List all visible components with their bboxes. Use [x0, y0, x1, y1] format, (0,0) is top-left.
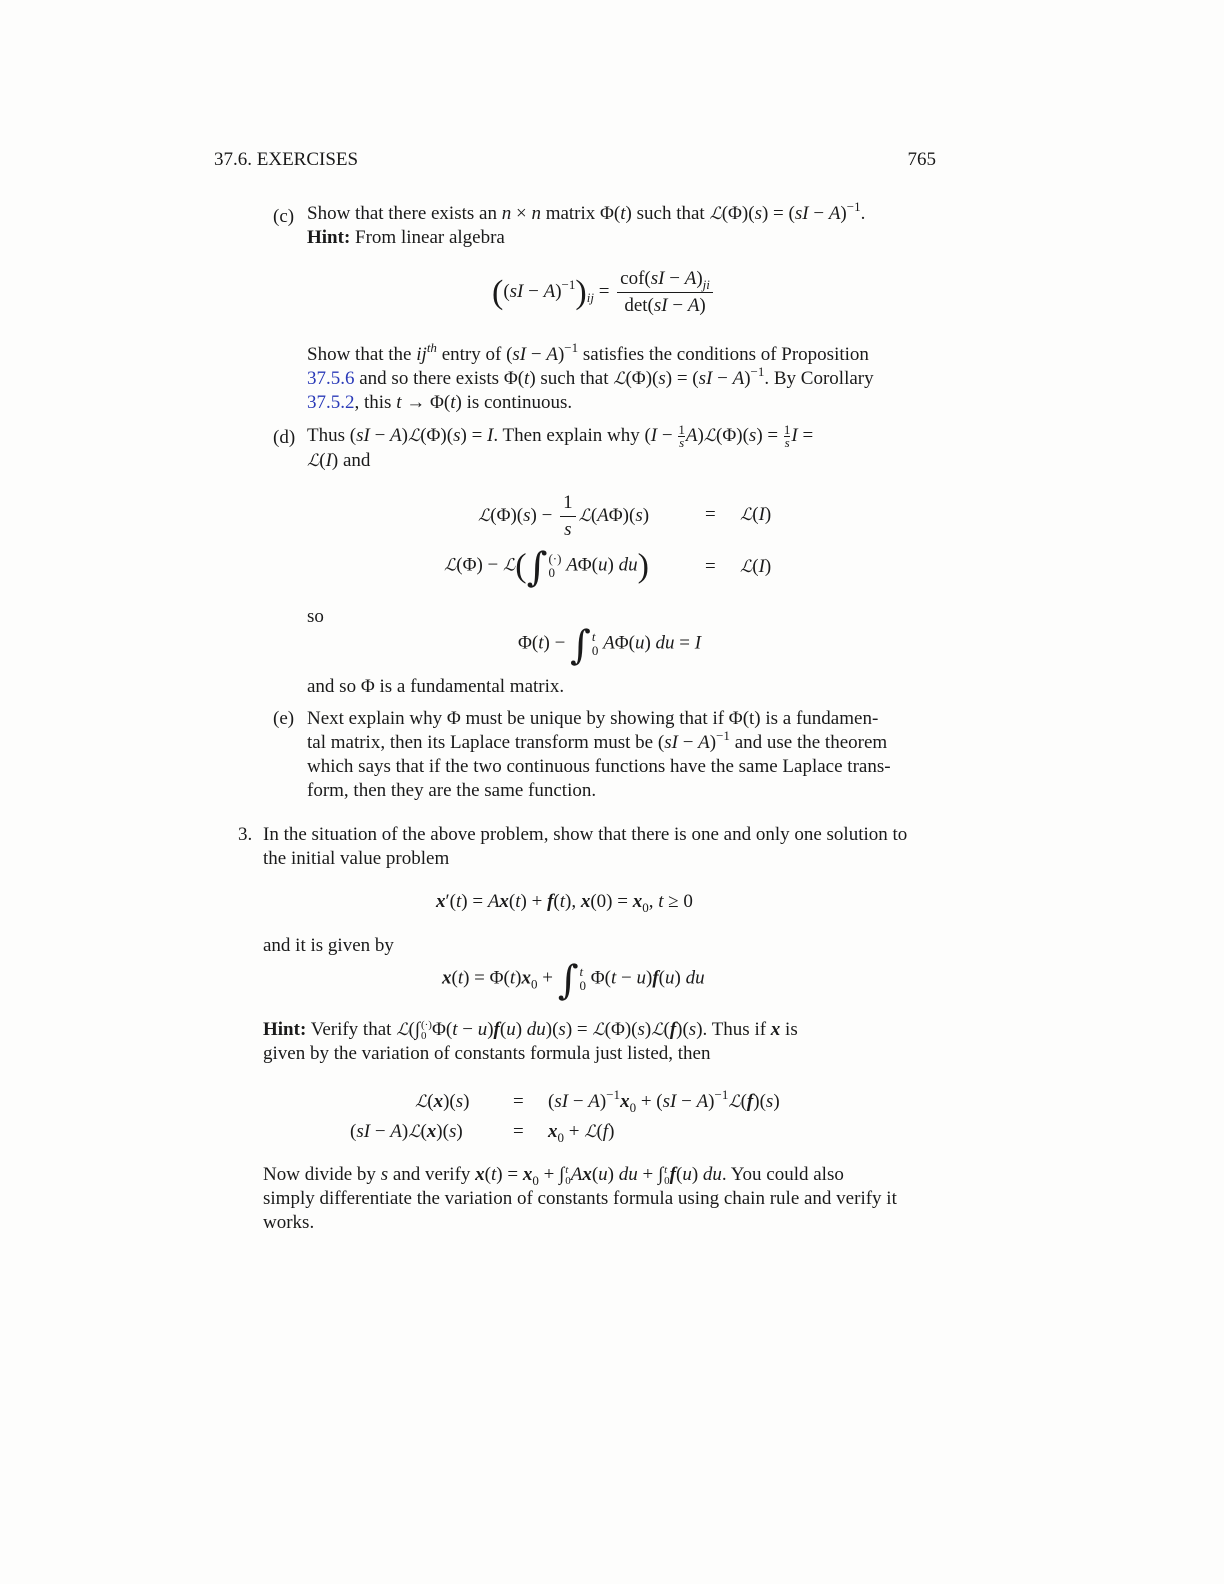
- problem-3-label: 3.: [238, 824, 253, 845]
- item-d-conclusion: [307, 675, 927, 699]
- text: . Then explain why: [493, 425, 640, 446]
- problem-3-intro: [263, 823, 927, 871]
- text: Thus: [307, 425, 345, 446]
- align-row-2-lhs: ℒ(Φ) − ℒ(∫ (·) 0 AΦ(u) du): [444, 544, 649, 591]
- item-e-text: Next explain why Φ must be unique by showing that if Φ(t) is a fundamen- tal matrix, then its Laplace transform must be (sI − A)$^{-1}$ and use the theorem which says that if the two continuous functions have the same Laplace trans- form, then they are the same function.: [307, 707, 927, 803]
- laplace-row-2-lhs: (sI − A)ℒ(x)(s): [350, 1121, 463, 1142]
- text: . By Corollary: [764, 368, 874, 389]
- proposition-link[interactable]: 37.5.6: [307, 368, 355, 389]
- text: From linear algebra: [355, 227, 505, 248]
- text: and so there exists: [359, 368, 500, 389]
- text: the initial value problem: [263, 848, 450, 869]
- text: tal matrix, then its Laplace transform must be: [307, 732, 654, 753]
- cofactor-equation: $((sI - A)^{-1})_{ij}$ = $\frac{cof(sI - A)_{ji}}{\det(sI - A)}$: [492, 266, 716, 319]
- item-d-intro: Thus (sI − A)ℒ(Φ)(s) = I. Then explain why (I − $\frac{1}{s}$ A)ℒ(Φ)(s) = $\frac{1}{s}$ I = ℒ(I) and: [307, 422, 814, 472]
- running-header: [214, 148, 936, 174]
- text: such that: [636, 203, 705, 224]
- hint-label: Hint:: [263, 1019, 307, 1040]
- text: and so Φ is a fundamental matrix.: [307, 676, 565, 697]
- text: such that: [540, 368, 609, 389]
- laplace-row-1-lhs: ℒ(x)(s): [415, 1091, 470, 1112]
- given-by-text: and it is given by: [263, 935, 394, 956]
- text: satisfies the conditions of Proposition: [582, 344, 869, 365]
- text: Show that the: [307, 344, 412, 365]
- corollary-link[interactable]: 37.5.2: [307, 392, 355, 413]
- text: matrix: [545, 203, 596, 224]
- text: and verify: [392, 1164, 471, 1185]
- item-c-intro: Show that there exists an n × n matrix Φ(t) such that ℒ(Φ)(s) = (sI − A)$^{-1}$. Hint: From linear algebra: [307, 199, 866, 248]
- text: form, then they are the same function.: [307, 780, 597, 801]
- align-row-1-rhs: ℒ(I): [740, 504, 772, 525]
- text: , this: [354, 392, 392, 413]
- text: Verify that: [310, 1019, 392, 1040]
- text: and use the theorem: [734, 732, 888, 753]
- item-c-label: (c): [273, 206, 295, 227]
- text: Now divide by: [263, 1164, 376, 1185]
- text: Show that there exists an: [307, 203, 497, 224]
- page-number: 765: [907, 149, 936, 170]
- problem-3-hint: Hint: Verify that ℒ(∫ (·) 0 Φ(t − u)f(u) du)(s) = ℒ(Φ)(s)ℒ(f)(s). Thus if x is given by the variation of constants formula just listed, then: [263, 1018, 927, 1066]
- align-row-1-eq: =: [705, 504, 716, 525]
- text: and: [342, 450, 371, 472]
- text: which says that if the two continuous functions have the same Laplace trans-: [307, 756, 891, 777]
- item-d-label: (d): [273, 427, 296, 448]
- text: simply differentiate the variation of constants formula using chain rule and verify it: [263, 1188, 897, 1209]
- align-row-2-rhs: ℒ(I): [740, 556, 772, 577]
- text: given by the variation of constants formula just listed, then: [263, 1043, 711, 1064]
- align-row-2-eq: =: [705, 556, 716, 577]
- phi-integral-equation: Φ(t) − ∫ t 0 AΦ(u) du = I: [518, 622, 702, 669]
- text: entry of: [441, 344, 502, 365]
- variation-of-constants-formula: $x(t) = \Phi(t)x_0$ + ∫ t 0 Φ(t − u)f(u) du: [442, 957, 705, 1004]
- problem-3-final: Now divide by s and verify $x(t) = x_0$ + ∫ t 0 Ax(u) du + ∫ t 0 f(u) du. You could also simply differentiate the variation of constants formula using chain rule and verify it works.: [263, 1163, 927, 1235]
- laplace-row-2-rhs: $x_0$ + ℒ(f): [548, 1121, 615, 1145]
- text: In the situation of the above problem, show that there is one and only one solution to: [263, 824, 908, 845]
- ivp-equation: x′(t) = Ax(t) + f(t), $x(0) = x_0$, t ≥ 0: [436, 891, 693, 915]
- text: is: [785, 1019, 798, 1040]
- align-row-1-lhs: ℒ(Φ)(s) − $\frac{1}{s}$ ℒ(AΦ)(s): [478, 492, 650, 540]
- laplace-row-1-eq: =: [513, 1091, 524, 1112]
- laplace-row-2-eq: =: [513, 1121, 524, 1142]
- so-word: so: [307, 606, 324, 627]
- laplace-row-1-rhs: $(sI - A)^{-1}x_0 + (sI$ − A)$^{-1}$ℒ(f)(s): [548, 1087, 780, 1115]
- text: Next explain why Φ must be unique by showing that if Φ(t) is a fundamen-: [307, 708, 879, 729]
- item-c-para: Show that the $ij^{th}$ entry of (sI − A)$^{-1}$ satisfies the conditions of Proposition 37.5.6 and so there exists Φ(t) such that ℒ(Φ)(s) = (sI − A)$^{-1}$. By Corollary 37.5.2, this t → Φ(t) is continuous.: [307, 340, 874, 413]
- item-e-label: (e): [273, 708, 295, 729]
- text: is continuous.: [466, 392, 573, 413]
- text: . Thus if: [702, 1019, 767, 1040]
- text: works.: [263, 1212, 315, 1233]
- hint-label: Hint:: [307, 227, 351, 248]
- text: . You could also: [721, 1164, 844, 1185]
- section-title: 37.6. EXERCISES: [214, 149, 359, 170]
